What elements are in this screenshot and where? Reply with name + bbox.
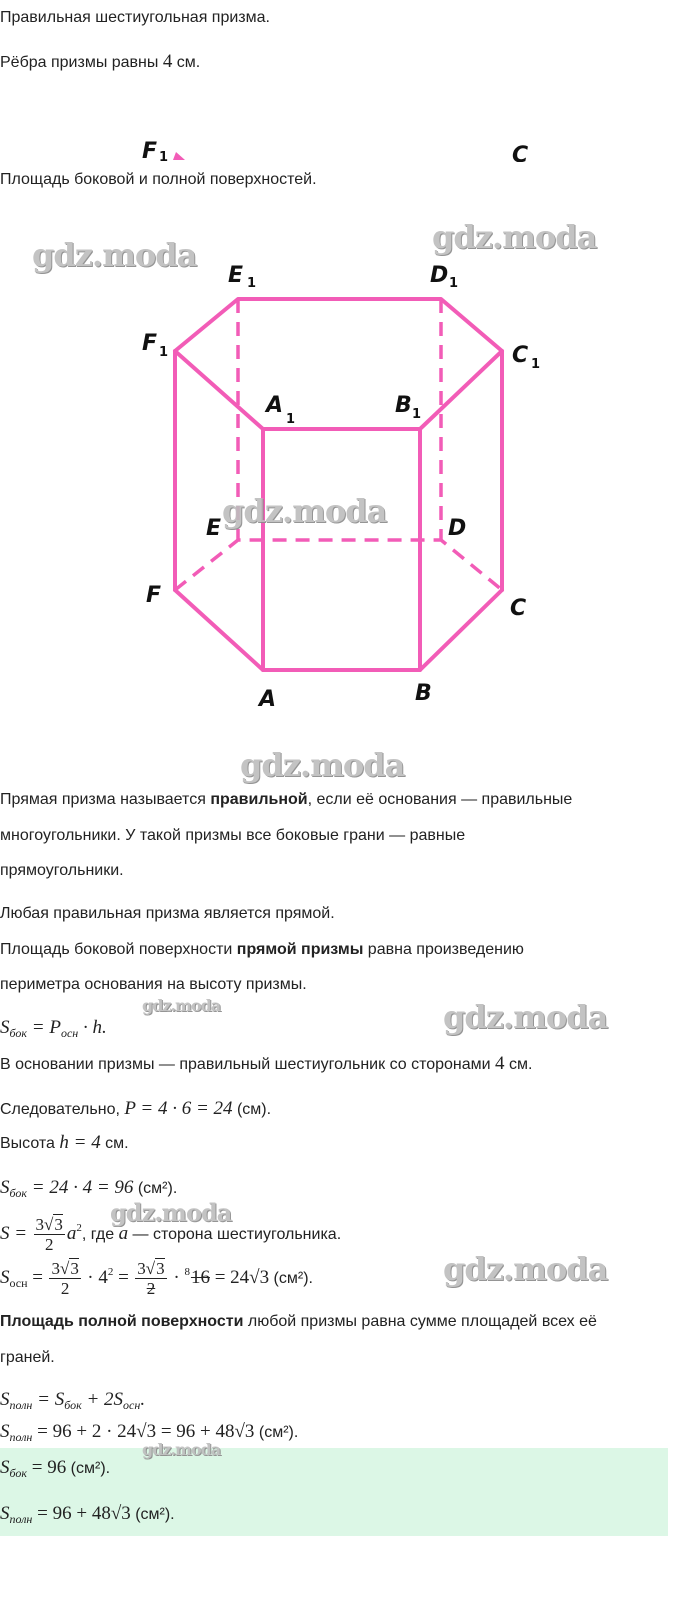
- sosn-sixteen: 16: [190, 1267, 210, 1288]
- lat-s: S: [0, 1017, 10, 1038]
- base-description: [0, 1046, 668, 1083]
- sosn-f1-num: 3√3: [51, 1259, 79, 1279]
- sosn-f2-num: 3√3: [137, 1259, 165, 1279]
- fragment-label-f: F: [142, 139, 158, 162]
- height-post: см.: [100, 1135, 129, 1152]
- sosn-eq1: =: [27, 1267, 44, 1288]
- lateral-bold: прямой призмы: [236, 941, 364, 958]
- label-b1-sub: 1: [412, 407, 422, 422]
- perim-pre: Следовательно,: [0, 1101, 125, 1118]
- pf-s: S: [0, 1389, 10, 1410]
- task-edges-pre: Рёбра призмы равны: [0, 54, 163, 71]
- sosn-eq2: =: [113, 1267, 129, 1288]
- sosn-sub: осн: [9, 1276, 28, 1290]
- watermark-5: gdz.moda: [142, 996, 221, 1015]
- pf-mid: + 2S: [81, 1389, 124, 1410]
- full-calc: [0, 1414, 668, 1451]
- watermark-7: gdz.moda: [110, 1198, 232, 1227]
- lat-p: = P: [27, 1017, 61, 1038]
- label-c1: C: [512, 343, 529, 368]
- perim-formula: P = 4 · 6 = 24: [124, 1098, 233, 1119]
- lat-sub-osn: осн: [60, 1026, 79, 1040]
- sosn-f2-three: 3: [137, 1259, 146, 1279]
- area-frac-num: 3√3: [35, 1215, 63, 1235]
- bottom-hidden-edges: [175, 540, 502, 590]
- lateral-calc: [0, 1170, 668, 1207]
- lateral-rule-line1: [0, 932, 668, 968]
- task-edges-post: см.: [172, 54, 201, 71]
- full-rule-line1: [0, 1304, 668, 1340]
- watermark-4: gdz.moda: [240, 746, 405, 784]
- ans1-sub: бок: [9, 1466, 27, 1480]
- watermark-9: gdz.moda: [142, 1440, 221, 1459]
- label-d: D: [448, 516, 467, 541]
- height-pre: Высота: [0, 1135, 60, 1152]
- ans2-eq: = 96 + 48√3: [32, 1503, 131, 1524]
- label-e: E: [206, 516, 222, 541]
- ans1-unit: (см²).: [66, 1460, 111, 1477]
- watermark-3: gdz.moda: [222, 492, 387, 530]
- task-edges: [0, 44, 668, 81]
- sosn-eight: 8: [184, 1266, 190, 1278]
- height-formula: h = 4: [59, 1132, 101, 1153]
- area-frac-den: 2: [44, 1235, 54, 1255]
- full-rule-line2: граней.: [0, 1349, 55, 1366]
- label-a1: A: [266, 393, 284, 418]
- pc-s: S: [0, 1421, 10, 1442]
- watermark-1: gdz.moda: [32, 236, 197, 274]
- perimeter-line: [0, 1091, 668, 1128]
- pf-sub-poln: полн: [9, 1398, 33, 1412]
- cropped-figure-fragment: [140, 132, 540, 162]
- label-a: A: [259, 687, 277, 712]
- label-a1-sub: 1: [286, 412, 296, 427]
- answer-full: [0, 1496, 668, 1533]
- sosn-f1-den: 2: [60, 1279, 70, 1299]
- sosn-mid-exp: 2: [107, 1266, 114, 1278]
- label-f: F: [146, 583, 162, 608]
- label-f1-sub: 1: [159, 345, 169, 360]
- edge-value: 4: [162, 51, 173, 72]
- area-s: S =: [0, 1223, 28, 1244]
- pf-end: .: [140, 1389, 146, 1410]
- def-bold: правильной: [210, 791, 308, 808]
- task-question: Площадь боковой и полной поверхностей.: [0, 171, 317, 188]
- label-e1-sub: 1: [247, 276, 257, 291]
- label-c: C: [510, 596, 527, 621]
- ans1-eq: = 96: [27, 1457, 67, 1478]
- bottom-visible-edges: [175, 590, 502, 670]
- sosn-f1-three: 3: [51, 1259, 60, 1279]
- area-exp: 2: [76, 1222, 82, 1234]
- sosn-f2-sqrt: 3: [156, 1259, 165, 1279]
- sosn-s: S: [0, 1267, 10, 1288]
- definition-line3: прямоугольники.: [0, 862, 124, 879]
- ans2-unit: (см²).: [130, 1506, 175, 1523]
- pf-sub-osn: осн: [123, 1398, 141, 1412]
- label-f1: F: [142, 331, 158, 356]
- pf-sub-bok: бок: [64, 1398, 82, 1412]
- def-pre: Прямая призма называется: [0, 791, 211, 808]
- definition-line2: многоугольники. У такой призмы все боковые грани — равные: [0, 827, 466, 844]
- lateral-post: равна произведению: [363, 941, 524, 958]
- label-b: B: [415, 681, 432, 706]
- base-pre: В основании призмы — правильный шестиугольник со сторонами: [0, 1056, 496, 1073]
- latc-unit: (см²).: [133, 1180, 178, 1197]
- base-post: см.: [504, 1056, 533, 1073]
- height-line: [0, 1125, 668, 1162]
- label-b1: B: [395, 393, 412, 418]
- sosn-dot: ·: [168, 1267, 185, 1288]
- definition-line1: [0, 782, 668, 818]
- lat-h: · h.: [78, 1017, 107, 1038]
- lat-sub-bok: бок: [9, 1026, 27, 1040]
- regular-is-right: Любая правильная призма является прямой.: [0, 905, 335, 922]
- latc-s: S: [0, 1177, 10, 1198]
- perim-post: (см).: [232, 1101, 272, 1118]
- watermark-8: gdz.moda: [443, 1250, 608, 1288]
- task-title: Правильная шестиугольная призма.: [0, 9, 270, 26]
- sosn-fraction-1: [49, 1259, 80, 1298]
- area-post: , где: [81, 1226, 119, 1243]
- area-fraction: [34, 1215, 65, 1254]
- full-bold: Площадь полной поверхности: [0, 1313, 244, 1330]
- area-a2: a: [118, 1223, 129, 1244]
- sosn-f1-sqrt: 3: [70, 1259, 79, 1279]
- latc-sub: бок: [9, 1186, 27, 1200]
- pf-rest: = S: [32, 1389, 65, 1410]
- ans2-sub: полн: [9, 1512, 33, 1526]
- sosn-mid: · 4: [87, 1267, 108, 1288]
- prism-edges: [175, 299, 502, 670]
- full-post: любой призмы равна сумме площадей всех её: [243, 1313, 597, 1330]
- fragment-edge: [173, 152, 185, 160]
- prism-figure: [0, 210, 680, 730]
- sosn-unit: (см²).: [269, 1270, 313, 1287]
- sosn-result: = 24√3: [209, 1267, 270, 1288]
- area-frac-three: 3: [35, 1215, 45, 1235]
- ans1-s: S: [0, 1457, 10, 1478]
- label-e1: E: [228, 263, 244, 288]
- pc-calc: = 96 + 2 · 24√3 = 96 + 48√3: [32, 1421, 255, 1442]
- label-c1-sub: 1: [531, 357, 541, 372]
- def-post: , если её основания — правильные: [307, 791, 573, 808]
- ans2-s: S: [0, 1503, 10, 1524]
- fragment-label-sub: 1: [159, 150, 169, 162]
- fragment-label-c: C: [512, 143, 529, 162]
- base-value: 4: [495, 1053, 505, 1074]
- label-d1-sub: 1: [449, 276, 459, 291]
- label-d1: D: [430, 263, 449, 288]
- latc-calc: = 24 · 4 = 96: [27, 1177, 134, 1198]
- pc-unit: (см²).: [254, 1424, 299, 1441]
- sosn-fraction-2: [135, 1259, 166, 1298]
- lateral-pre: Площадь боковой поверхности: [0, 941, 237, 958]
- top-base: [175, 299, 502, 429]
- pc-sub: полн: [9, 1430, 33, 1444]
- area-post2: — сторона шестиугольника.: [128, 1226, 342, 1243]
- watermark-2: gdz.moda: [432, 218, 597, 256]
- area-frac-sqrt: 3: [54, 1215, 63, 1235]
- lateral-rule-line2: периметра основания на высоту призмы.: [0, 976, 307, 993]
- watermark-6: gdz.moda: [443, 998, 608, 1036]
- answer-lateral: [0, 1450, 668, 1487]
- prism-hidden-edges: [175, 299, 502, 590]
- area-a: a: [66, 1223, 77, 1244]
- sosn-f2-den: 2: [146, 1279, 156, 1299]
